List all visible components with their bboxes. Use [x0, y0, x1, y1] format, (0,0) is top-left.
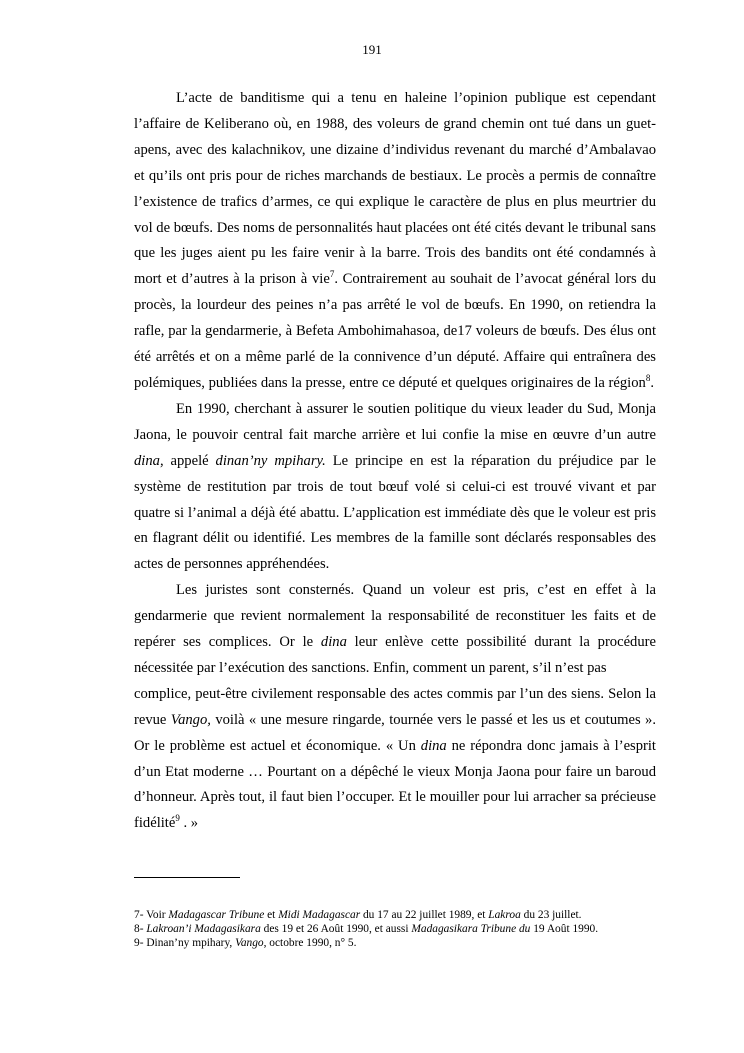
footnote-ref-9: 9 — [175, 813, 180, 824]
p3-italic-dina-2: dina — [420, 737, 447, 754]
fn7-italic-2: Midi Madagascar — [278, 909, 361, 921]
fn7-text-b: et — [264, 909, 279, 921]
fn7-italic-3: Lakroa — [488, 909, 521, 921]
footnote-9 — [134, 936, 694, 950]
p2-text-c: Le principe en est la réparation du préjudice par le système de restitution par trois de tout bœuf volé si celui-ci est trouvé vivant et par quatre si l’animal a déjà été abattu. L’application est immédiate dès que le voleur est pris en flagrant délit ou identifié. Les membres de la famille sont déclarés responsables des actes de personnes appréhendées. — [134, 452, 656, 573]
p3-text-a: Les juristes sont consternés. Quand un voleur est pris, c’est en effet à la gendarmerie que revient normalement la responsabilité de reconstituer les faits et de repérer ses complices. Or le — [134, 582, 656, 651]
p2-italic-dina: dina — [134, 452, 160, 469]
fn7-text-d: du 23 juillet. — [520, 909, 582, 921]
paragraph-3b — [134, 682, 656, 837]
p3-text-e: ne répondra donc jamais à l’esprit d’un Etat moderne … Pourtant on a dépêché le vieux Monja Jaona pour faire un baroud d’honneur. Après tout, il faut bien l’occuper. Et le mouiller pour lui arracher sa précieuse fidélité — [134, 737, 656, 832]
fn9-italic-1: Vango — [235, 937, 264, 950]
fn9-text-a: 9- Dinan’ny mpihary, — [134, 937, 236, 950]
page-number: 191 — [362, 42, 382, 57]
fn8-text-b: des 19 et 26 Août 1990, et aussi — [260, 923, 412, 936]
p2-italic-dinan-ny-mpihary: dinan’ny mpihary. — [215, 452, 326, 469]
p3-italic-vango: Vango, — [170, 711, 211, 728]
p2-text-a: En 1990, cherchant à assurer le soutien politique du vieux leader du Sud, Monja Jaona, le pouvoir central fait marche arrière et lui confie la mise en œuvre d’un autre — [134, 400, 656, 443]
footnotes — [134, 908, 694, 951]
paragraph-1 — [134, 86, 656, 397]
fn8-text-c: 19 Août 1990. — [530, 923, 599, 936]
p1-text-b: . Contrairement au souhait de l’avocat général lors du procès, la lourdeur des peines n’a pas arrêté le vol de bœufs. En 1990, on retiendra la rafle, par la gendarmerie, à Befeta Ambohimahasoa, de17 voleurs de bœufs. Des élus ont été arrêtés et on a même parlé de la connivence d’un député. Affaire qui entraînera des polémiques, publiées dans la presse, entre ce député et quelques originaires de la région — [134, 271, 656, 391]
p1-text-c: . — [650, 374, 654, 391]
paragraph-2 — [134, 397, 656, 578]
fn8-italic-2: Madagasikara Tribune du — [411, 923, 531, 936]
fn8-italic-1: Lakroan’i Madagasikara — [146, 923, 261, 936]
footnote-separator — [134, 877, 240, 878]
paragraph-3a — [134, 578, 656, 682]
fn7-text-c: du 17 au 22 juillet 1989, et — [360, 909, 489, 921]
fn9-text-b: , octobre 1990, n° 5. — [263, 937, 357, 950]
p2-text-b: , appelé — [159, 452, 216, 469]
fn7-italic-1: Madagascar Tribune — [168, 909, 265, 921]
footnote-8 — [134, 922, 694, 936]
footnote-ref-8: 8 — [645, 372, 651, 383]
p3-text-b: leur enlève cette possibilité durant la procédure nécessitée par l’exécution des sanctions. Enfin, comment un parent, s’il n’est pas — [134, 634, 656, 676]
footnote-7 — [134, 908, 694, 922]
footnote-ref-7: 7 — [329, 269, 335, 280]
fn7-text-a: 7- Voir — [134, 909, 169, 921]
p3-text-f: . » — [179, 815, 199, 832]
body-text — [134, 86, 656, 837]
p3-italic-dina: dina — [320, 634, 347, 651]
p3-text-d: voilà « une mesure ringarde, tournée vers le passé et les us et coutumes ». Or le problème est actuel et économique. « Un — [134, 711, 656, 754]
fn8-text-a: 8- — [134, 923, 147, 936]
p1-text-a: L’acte de banditisme qui a tenu en haleine l’opinion publique est cependant l’affaire de Keliberano où, en 1988, des voleurs de grand chemin ont tué dans un guet-apens, avec des kalachnikov, une dizaine d’individus revenant du marché d’Ambalavao et qu’ils ont pris pour de riches marchands de bestiaux. Le procès a permis de connaître l’existence de trafics d’armes, ce qui explique le caractère de plus en plus meurtrier du vol de bœufs. Des noms de personnalités haut placées ont été cités devant le tribunal sans que les juges aient pu les faire venir à la barre. Trois des bandits ont été condamnés à mort et d’autres à la prison à vie — [134, 90, 656, 288]
p3-text-c: complice, peut-être civilement responsable des actes commis par l’un des siens. Selon la revue — [134, 685, 656, 728]
